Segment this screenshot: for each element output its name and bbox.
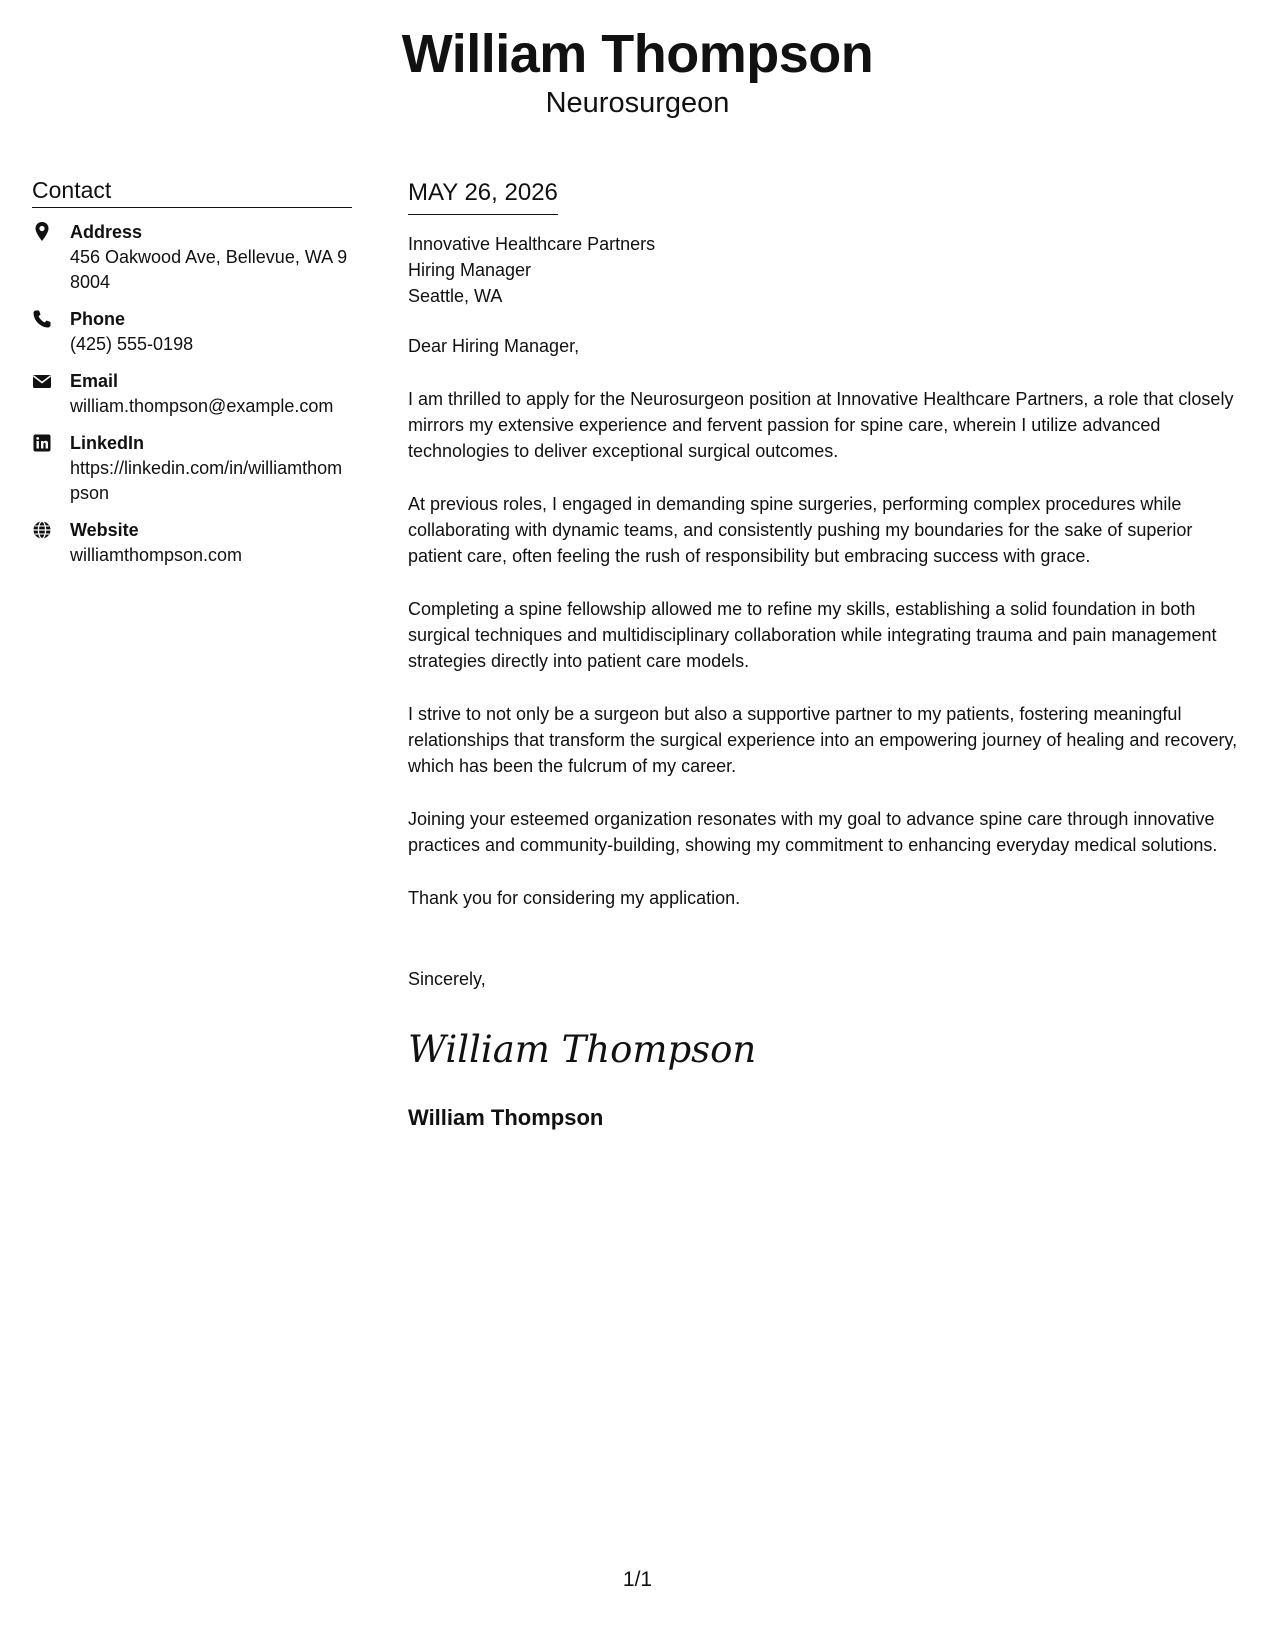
page-number: 1/1 xyxy=(622,1568,653,1591)
contact-item-address xyxy=(32,220,352,295)
recipient-company: Innovative Healthcare Partners xyxy=(408,234,656,254)
linkedin-icon xyxy=(32,431,70,506)
contact-item-phone xyxy=(32,307,352,357)
paragraph: Completing a spine fellowship allowed me to refine my skills, establishing a solid foundation in both surgical techniques and multidisciplinary collaboration while integrating trauma and pain management strategies directly into patient care models. xyxy=(408,599,1217,671)
recipient-location: Seattle, WA xyxy=(408,286,503,306)
contact-item-email xyxy=(32,369,352,419)
recipient-block xyxy=(408,231,1248,309)
contact-label: LinkedIn xyxy=(70,433,145,453)
letter-body xyxy=(408,178,1248,1132)
paragraph: Thank you for considering my application. xyxy=(408,888,741,908)
recipient-role: Hiring Manager xyxy=(408,260,532,280)
envelope-icon xyxy=(32,369,70,419)
contact-label: Address xyxy=(70,222,143,242)
greeting: Dear Hiring Manager, xyxy=(408,336,580,356)
paragraph: I strive to not only be a surgeon but also a supportive partner to my patients, fostering meaningful relationships that transform the surgical experience into an empowering journey of healing and recovery, which has been the fulcrum of my career. xyxy=(408,704,1238,776)
letter-date: MAY 26, 2026 xyxy=(408,178,558,215)
globe-icon xyxy=(32,518,70,568)
phone-icon xyxy=(32,307,70,357)
paragraph: At previous roles, I engaged in demanding spine surgeries, performing complex procedures while collaborating with dynamic teams, and consistently pushing my boundaries for the sake of superior patient care, often feeling the rush of responsibility but embracing success with grace. xyxy=(408,494,1193,566)
linkedin-value[interactable]: https://linkedin.com/in/williamthompson xyxy=(70,458,343,503)
closing: Sincerely, xyxy=(408,969,486,989)
handwritten-signature xyxy=(408,1026,757,1072)
paragraph: Joining your esteemed organization resonates with my goal to advance spine care through innovative practices and community-building, showing my commitment to enhancing everyday medical solutions. xyxy=(408,809,1218,855)
email-value[interactable]: william.thompson@example.com xyxy=(70,396,334,416)
signature-text: William Thompson xyxy=(408,1028,757,1071)
map-pin-icon xyxy=(32,220,70,295)
paragraph: I am thrilled to apply for the Neurosurgeon position at Innovative Healthcare Partners, a role that closely mirrors my extensive experience and fervent passion for spine care, wherein I utilize advanced technologies to deliver exceptional surgical outcomes. xyxy=(408,389,1234,461)
letter-header xyxy=(0,22,1275,120)
contact-label: Phone xyxy=(70,309,126,329)
applicant-name: William Thompson xyxy=(401,24,874,84)
contact-sidebar xyxy=(32,176,352,568)
signer-name: William Thompson xyxy=(408,1105,604,1130)
phone-value: (425) 555-0198 xyxy=(70,334,194,354)
contact-label: Website xyxy=(70,520,139,540)
applicant-title: Neurosurgeon xyxy=(545,87,730,119)
contact-heading: Contact xyxy=(32,176,352,208)
contact-item-website xyxy=(32,518,352,568)
website-value[interactable]: williamthompson.com xyxy=(70,545,243,565)
address-value: 456 Oakwood Ave, Bellevue, WA 98004 xyxy=(70,247,348,292)
contact-item-linkedin xyxy=(32,431,352,506)
contact-label: Email xyxy=(70,371,119,391)
